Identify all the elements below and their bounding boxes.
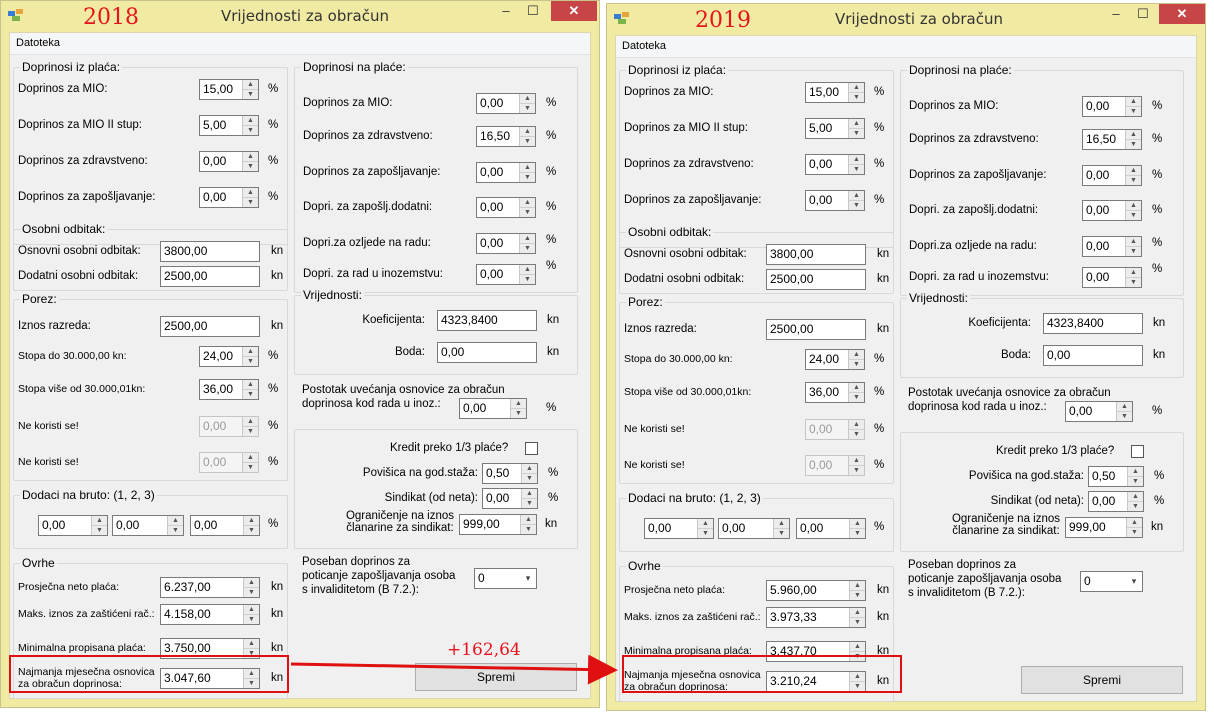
label-osnovni-odbitak: Osnovni osobni odbitak: (624, 248, 747, 260)
label-poseban: Poseban doprinos za poticanje zapošljavanja osoba s invaliditetom (B 7.2.): (908, 559, 1062, 599)
label-ne-koristi: Ne koristi se! (624, 423, 685, 435)
unit-percent: % (1152, 133, 1163, 145)
poseban-combo[interactable]: 0 ▾ (474, 568, 537, 589)
chevron-down-icon[interactable]: ▾ (525, 573, 531, 583)
group-title: Dodaci na bruto: (1, 2, 3) (628, 491, 761, 505)
minimalna-input[interactable]: 3.437,70 ▲ ▼ (766, 641, 866, 662)
label-maks-iznos: Maks. iznos za zaštićeni rač.: (18, 608, 155, 620)
unit-percent: % (874, 459, 885, 471)
sindikat-input[interactable]: 0,00 ▲ ▼ (1088, 491, 1144, 512)
na-mio-input[interactable]: 0,00 ▲ ▼ (476, 93, 536, 114)
spin-buttons[interactable]: ▲ ▼ (849, 581, 865, 600)
dodatak-1-input[interactable]: 0,00 ▲ ▼ (38, 515, 108, 536)
boda-input[interactable]: 0,00 (1043, 345, 1143, 366)
dodatni-odbitak-input[interactable]: 2500,00 (766, 269, 866, 290)
unit-percent: % (874, 386, 885, 398)
koeficijenta-input[interactable]: 4323,8400 (437, 310, 537, 331)
close-icon[interactable]: ✕ (551, 1, 597, 21)
label-sindikat: Sindikat (od neta): (384, 492, 478, 504)
spin-buttons[interactable]: ▲ ▼ (848, 383, 864, 402)
minimize-icon[interactable]: ‒ (502, 3, 510, 18)
unit-kn: kn (271, 672, 284, 684)
postotak-input[interactable]: 0,00 ▲ ▼ (459, 398, 527, 419)
spremi-button[interactable]: Spremi (415, 663, 577, 691)
unit-percent: % (874, 521, 885, 533)
na-zdravstveno-input[interactable]: 16,50 ▲ ▼ (1082, 129, 1142, 150)
unit-percent: % (548, 467, 559, 479)
label-sindikat: Sindikat (od neta): (990, 495, 1084, 507)
na-dodatni-input[interactable]: 0,00 ▲ ▼ (1082, 200, 1142, 221)
dodatak-3-input[interactable]: 0,00 ▲ ▼ (796, 518, 866, 539)
spin-buttons[interactable]: ▲ ▼ (849, 519, 865, 538)
label-dodatni-odbitak: Dodatni osobni odbitak: (18, 270, 139, 282)
povisica-input[interactable]: 0,50 ▲ ▼ (482, 463, 538, 484)
unit-percent: % (546, 97, 557, 109)
spin-buttons[interactable]: ▲ ▼ (1127, 467, 1143, 486)
ogranicenje-input[interactable]: 999,00 ▲ ▼ (1065, 517, 1143, 538)
label-mio: Doprinos za MIO: (18, 83, 108, 95)
na-inozemstvo-input[interactable]: 0,00 ▲ ▼ (476, 264, 536, 285)
na-inozemstvo-input[interactable]: 0,00 ▲ ▼ (1082, 267, 1142, 288)
spin-buttons[interactable]: ▲ ▼ (243, 669, 259, 688)
spin-buttons[interactable]: ▲ ▼ (1127, 492, 1143, 511)
unit-percent: % (546, 130, 557, 142)
label-na-zdravstveno: Doprinos za zdravstveno: (303, 130, 433, 142)
label-kredit: Kredit preko 1/3 plaće? (390, 442, 509, 454)
label-iznos-razreda: Iznos razreda: (18, 320, 91, 332)
label-stopa-do: Stopa do 30.000,00 kn: (624, 353, 733, 365)
spin-buttons[interactable]: ▲ ▼ (849, 608, 865, 627)
spin-buttons[interactable]: ▲ ▼ (1125, 237, 1141, 256)
spin-buttons[interactable]: ▲ ▼ (521, 464, 537, 483)
unit-percent: % (1152, 237, 1163, 249)
spin-buttons[interactable]: ▲ ▼ (243, 578, 259, 597)
group-title: Vrijednosti: (909, 291, 968, 305)
group-title: Osobni odbitak: (628, 225, 712, 239)
unit-percent: % (268, 191, 279, 203)
spin-buttons[interactable]: ▲ ▼ (773, 519, 789, 538)
close-icon[interactable]: ✕ (1159, 4, 1205, 24)
unit-kn: kn (877, 273, 890, 285)
label-mio2: Doprinos za MIO II stup: (624, 122, 748, 134)
najmanja-input[interactable]: 3.047,60 ▲ ▼ (160, 668, 260, 689)
group-title: Ovrhe (628, 559, 661, 573)
na-dodatni-input[interactable]: 0,00 ▲ ▼ (476, 197, 536, 218)
spin-buttons[interactable]: ▲ ▼ (697, 519, 713, 538)
spin-buttons[interactable]: ▲ ▼ (91, 516, 107, 535)
stopa-do-input[interactable]: 24,00 ▲ ▼ (805, 349, 865, 370)
unit-kn: kn (1151, 521, 1164, 533)
label-na-zaposljavanje: Doprinos za zapošljavanje: (303, 166, 441, 178)
label-mio: Doprinos za MIO: (624, 86, 714, 98)
dodatak-2-input[interactable]: 0,00 ▲ ▼ (112, 515, 184, 536)
label-na-mio: Doprinos za MIO: (909, 100, 999, 112)
unit-percent: % (1152, 263, 1163, 275)
dodatak-2-input[interactable]: 0,00 ▲ ▼ (718, 518, 790, 539)
window-title: Vrijednosti za obračun (221, 7, 389, 25)
label-prosjecna: Prosječna neto plaća: (624, 584, 725, 596)
label-kredit: Kredit preko 1/3 plaće? (996, 445, 1115, 457)
unit-kn: kn (877, 584, 890, 596)
unit-percent: % (268, 518, 279, 530)
label-na-inozemstvo: Dopri. za rad u inozemstvu: (303, 268, 443, 280)
unit-percent: % (1152, 204, 1163, 216)
spin-buttons[interactable]: ▲ ▼ (519, 198, 535, 217)
spin-buttons[interactable]: ▲ ▼ (510, 399, 526, 418)
unit-percent: % (874, 158, 885, 170)
menu-datoteka[interactable]: Datoteka (622, 40, 667, 52)
unit-percent: % (268, 420, 279, 432)
spin-buttons[interactable]: ▲ ▼ (243, 516, 259, 535)
unit-percent: % (874, 194, 885, 206)
unit-percent: % (546, 201, 557, 213)
mio2-input[interactable]: 5,00 ▲ ▼ (805, 118, 865, 139)
minimize-icon[interactable]: ‒ (1112, 6, 1120, 21)
maks-iznos-input[interactable]: 3.973,33 ▲ ▼ (766, 607, 866, 628)
postotak-input[interactable]: 0,00 ▲ ▼ (1065, 401, 1133, 422)
group-title: Ovrhe (22, 556, 55, 570)
maximize-icon[interactable]: ☐ (1137, 6, 1149, 21)
unit-percent: % (874, 423, 885, 435)
ogranicenje-input[interactable]: 999,00 ▲ ▼ (459, 514, 537, 535)
spin-buttons: ▲ ▼ (848, 456, 864, 475)
stopa-vise-input[interactable]: 36,00 ▲ ▼ (805, 382, 865, 403)
label-ne-koristi: Ne koristi se! (18, 420, 79, 432)
koeficijenta-input[interactable]: 4323,8400 (1043, 313, 1143, 334)
stopa-vise-input[interactable]: 36,00 ▲ ▼ (199, 379, 259, 400)
spin-buttons[interactable]: ▲ ▼ (242, 116, 258, 135)
group-title: Osobni odbitak: (22, 222, 106, 236)
iznos-razreda-input[interactable]: 2500,00 (160, 316, 260, 337)
label-stopa-vise: Stopa više od 30.000,01kn: (624, 386, 752, 398)
unit-kn: kn (545, 518, 558, 530)
spin-buttons[interactable]: ▲ ▼ (1116, 402, 1132, 421)
unit-percent: % (874, 122, 885, 134)
unit-percent: % (268, 155, 279, 167)
spin-buttons[interactable]: ▲ ▼ (848, 119, 864, 138)
unit-percent: % (268, 350, 279, 362)
label-na-zaposljavanje: Doprinos za zapošljavanje: (909, 169, 1047, 181)
zdravstveno-input[interactable]: 0,00 ▲ ▼ (199, 151, 259, 172)
label-minimalna: Minimalna propisana plaća: (18, 642, 146, 654)
dodatni-odbitak-input[interactable]: 2500,00 (160, 266, 260, 287)
label-ne-koristi: Ne koristi se! (18, 456, 79, 468)
spin-buttons[interactable]: ▲ ▼ (1125, 201, 1141, 220)
povisica-input[interactable]: 0,50 ▲ ▼ (1088, 466, 1144, 487)
spin-buttons[interactable]: ▲ ▼ (242, 80, 258, 99)
spin-buttons[interactable]: ▲ ▼ (243, 639, 259, 658)
year-annotation: 2019 (695, 8, 751, 33)
na-zaposljavanje-input[interactable]: 0,00 ▲ ▼ (1082, 165, 1142, 186)
minimalna-input[interactable]: 3.750,00 ▲ ▼ (160, 638, 260, 659)
unit-percent: % (546, 234, 557, 246)
label-mio2: Doprinos za MIO II stup: (18, 119, 142, 131)
dodatak-1-input[interactable]: 0,00 ▲ ▼ (644, 518, 714, 539)
spremi-button[interactable]: Spremi (1021, 666, 1183, 694)
ne-koristi-input: 0,00 ▲ ▼ (199, 452, 259, 473)
unit-kn: kn (271, 608, 284, 620)
label-boda: Boda: (1000, 349, 1031, 361)
label-prosjecna: Prosječna neto plaća: (18, 581, 119, 593)
label-povisica: Povišica na god.staža: (362, 467, 478, 479)
spin-buttons[interactable]: ▲ ▼ (519, 234, 535, 253)
spin-buttons[interactable]: ▲ ▼ (1125, 166, 1141, 185)
label-najmanja: Najmanja mjesečna osnovica za obračun doprinosa: (624, 669, 761, 693)
label-koeficijenta: Koeficijenta: (362, 314, 425, 326)
unit-percent: % (1152, 405, 1163, 417)
label-osnovni-odbitak: Osnovni osobni odbitak: (18, 245, 141, 257)
label-stopa-vise: Stopa više od 30.000,01kn: (18, 383, 146, 395)
maks-iznos-input[interactable]: 4.158,00 ▲ ▼ (160, 604, 260, 625)
iznos-razreda-input[interactable]: 2500,00 (766, 319, 866, 340)
spin-buttons[interactable]: ▲ ▼ (1126, 518, 1142, 537)
year-annotation: 2018 (83, 5, 139, 30)
spin-buttons[interactable]: ▲ ▼ (242, 347, 258, 366)
unit-kn: kn (877, 611, 890, 623)
label-najmanja: Najmanja mjesečna osnovica za obračun doprinosa: (18, 666, 155, 690)
zaposljavanje-input[interactable]: 0,00 ▲ ▼ (805, 190, 865, 211)
na-ozljede-input[interactable]: 0,00 ▲ ▼ (1082, 236, 1142, 257)
mio2-input[interactable]: 5,00 ▲ ▼ (199, 115, 259, 136)
ne-koristi-input: 0,00 ▲ ▼ (805, 419, 865, 440)
unit-percent: % (268, 383, 279, 395)
unit-kn: kn (1153, 317, 1166, 329)
label-iznos-razreda: Iznos razreda: (624, 323, 697, 335)
group-title: Doprinosi iz plaća: (22, 60, 121, 74)
boda-input[interactable]: 0,00 (437, 342, 537, 363)
unit-percent: % (1154, 470, 1165, 482)
label-stopa-do: Stopa do 30.000,00 kn: (18, 350, 127, 362)
unit-kn: kn (547, 346, 560, 358)
label-na-ozljede: Dopri.za ozljede na radu: (303, 237, 431, 249)
menu-datoteka[interactable]: Datoteka (16, 37, 61, 49)
spin-buttons[interactable]: ▲ ▼ (1125, 268, 1141, 287)
label-ogranicenje: Ograničenje na iznos članarine za sindikat: (345, 510, 455, 534)
unit-kn: kn (1153, 349, 1166, 361)
label-minimalna: Minimalna propisana plaća: (624, 645, 752, 657)
label-zaposljavanje: Doprinos za zapošljavanje: (18, 191, 156, 203)
spin-buttons[interactable]: ▲ ▼ (521, 489, 537, 508)
spin-buttons[interactable]: ▲ ▼ (243, 605, 259, 624)
label-ogranicenje: Ograničenje na iznos članarine za sindikat: (951, 513, 1061, 537)
label-postotak: Postotak uvećanja osnovice za obračun doprinosa kod rada u inoz.: (908, 387, 1111, 413)
spin-buttons: ▲ ▼ (242, 417, 258, 436)
dodatak-3-input[interactable]: 0,00 ▲ ▼ (190, 515, 260, 536)
spin-buttons[interactable]: ▲ ▼ (519, 94, 535, 113)
group-title: Porez: (628, 295, 663, 309)
label-povisica: Povišica na god.staža: (968, 470, 1084, 482)
spin-buttons[interactable]: ▲ ▼ (848, 191, 864, 210)
spin-buttons[interactable]: ▲ ▼ (1125, 130, 1141, 149)
spin-buttons[interactable]: ▲ ▼ (848, 155, 864, 174)
spin-buttons[interactable]: ▲ ▼ (242, 188, 258, 207)
zaposljavanje-input[interactable]: 0,00 ▲ ▼ (199, 187, 259, 208)
unit-kn: kn (271, 245, 284, 257)
unit-percent: % (548, 492, 559, 504)
unit-percent: % (268, 83, 279, 95)
label-maks-iznos: Maks. iznos za zaštićeni rač.: (624, 611, 761, 623)
mio-input[interactable]: 15,00 ▲ ▼ (805, 82, 865, 103)
prosjecna-input[interactable]: 5.960,00 ▲ ▼ (766, 580, 866, 601)
spin-buttons[interactable]: ▲ ▼ (242, 380, 258, 399)
spin-buttons: ▲ ▼ (242, 453, 258, 472)
osnovni-odbitak-input[interactable]: 3800,00 (766, 244, 866, 265)
unit-percent: % (268, 456, 279, 468)
label-na-ozljede: Dopri.za ozljede na radu: (909, 240, 1037, 252)
unit-percent: % (546, 402, 557, 414)
window-title: Vrijednosti za obračun (835, 10, 1003, 28)
label-na-mio: Doprinos za MIO: (303, 97, 393, 109)
osnovni-odbitak-input[interactable]: 3800,00 (160, 241, 260, 262)
najmanja-input[interactable]: 3.210,24 ▲ ▼ (766, 671, 866, 692)
spin-buttons[interactable]: ▲ ▼ (167, 516, 183, 535)
group-title: Dodaci na bruto: (1, 2, 3) (22, 488, 155, 502)
unit-kn: kn (877, 248, 890, 260)
unit-percent: % (874, 86, 885, 98)
group-title: Doprinosi na plaće: (909, 63, 1012, 77)
label-dodatni-odbitak: Dodatni osobni odbitak: (624, 273, 745, 285)
spin-buttons[interactable]: ▲ ▼ (1125, 97, 1141, 116)
na-zaposljavanje-input[interactable]: 0,00 ▲ ▼ (476, 162, 536, 183)
unit-kn: kn (877, 675, 890, 687)
label-poseban: Poseban doprinos za poticanje zapošljavanja osoba s invaliditetom (B 7.2.): (302, 556, 456, 596)
group-title: Vrijednosti: (303, 288, 362, 302)
unit-percent: % (268, 119, 279, 131)
unit-kn: kn (877, 645, 890, 657)
maximize-icon[interactable]: ☐ (527, 3, 539, 18)
ne-koristi-input: 0,00 ▲ ▼ (805, 455, 865, 476)
unit-kn: kn (271, 270, 284, 282)
label-na-dodatni: Dopri. za zapošlj.dodatni: (909, 204, 1039, 216)
spin-buttons: ▲ ▼ (848, 420, 864, 439)
unit-percent: % (546, 260, 557, 272)
zdravstveno-input[interactable]: 0,00 ▲ ▼ (805, 154, 865, 175)
na-mio-input[interactable]: 0,00 ▲ ▼ (1082, 96, 1142, 117)
unit-percent: % (1152, 100, 1163, 112)
ne-koristi-input: 0,00 ▲ ▼ (199, 416, 259, 437)
spin-buttons[interactable]: ▲ ▼ (849, 642, 865, 661)
label-koeficijenta: Koeficijenta: (968, 317, 1031, 329)
unit-kn: kn (271, 581, 284, 593)
spin-buttons[interactable]: ▲ ▼ (848, 83, 864, 102)
group-title: Doprinosi iz plaća: (628, 63, 727, 77)
spin-buttons[interactable]: ▲ ▼ (520, 515, 536, 534)
unit-kn: kn (271, 320, 284, 332)
label-zdravstveno: Doprinos za zdravstveno: (624, 158, 754, 170)
spin-buttons[interactable]: ▲ ▼ (519, 127, 535, 146)
label-na-zdravstveno: Doprinos za zdravstveno: (909, 133, 1039, 145)
label-zaposljavanje: Doprinos za zapošljavanje: (624, 194, 762, 206)
label-postotak: Postotak uvećanja osnovice za obračun doprinosa kod rada u inoz.: (302, 384, 505, 410)
label-zdravstveno: Doprinos za zdravstveno: (18, 155, 148, 167)
delta-annotation: +162,64 (447, 640, 521, 660)
prosjecna-input[interactable]: 6.237,00 ▲ ▼ (160, 577, 260, 598)
na-zdravstveno-input[interactable]: 16,50 ▲ ▼ (476, 126, 536, 147)
label-boda: Boda: (394, 346, 425, 358)
sindikat-input[interactable]: 0,00 ▲ ▼ (482, 488, 538, 509)
unit-percent: % (1154, 495, 1165, 507)
poseban-combo[interactable]: 0 ▾ (1080, 571, 1143, 592)
unit-kn: kn (547, 314, 560, 326)
group-title: Doprinosi na plaće: (303, 60, 406, 74)
unit-kn: kn (877, 323, 890, 335)
label-na-dodatni: Dopri. za zapošlj.dodatni: (303, 201, 433, 213)
spin-buttons[interactable]: ▲ ▼ (519, 163, 535, 182)
label-na-inozemstvo: Dopri. za rad u inozemstvu: (909, 271, 1049, 283)
stopa-do-input[interactable]: 24,00 ▲ ▼ (199, 346, 259, 367)
spin-buttons[interactable]: ▲ ▼ (848, 350, 864, 369)
group-title: Porez: (22, 292, 57, 306)
label-ne-koristi: Ne koristi se! (624, 459, 685, 471)
spin-buttons[interactable]: ▲ ▼ (519, 265, 535, 284)
mio-input[interactable]: 15,00 ▲ ▼ (199, 79, 259, 100)
unit-percent: % (1152, 169, 1163, 181)
chevron-down-icon[interactable]: ▾ (1131, 576, 1137, 586)
na-ozljede-input[interactable]: 0,00 ▲ ▼ (476, 233, 536, 254)
unit-percent: % (546, 166, 557, 178)
unit-kn: kn (271, 642, 284, 654)
spin-buttons[interactable]: ▲ ▼ (849, 672, 865, 691)
unit-percent: % (874, 353, 885, 365)
spin-buttons[interactable]: ▲ ▼ (242, 152, 258, 171)
